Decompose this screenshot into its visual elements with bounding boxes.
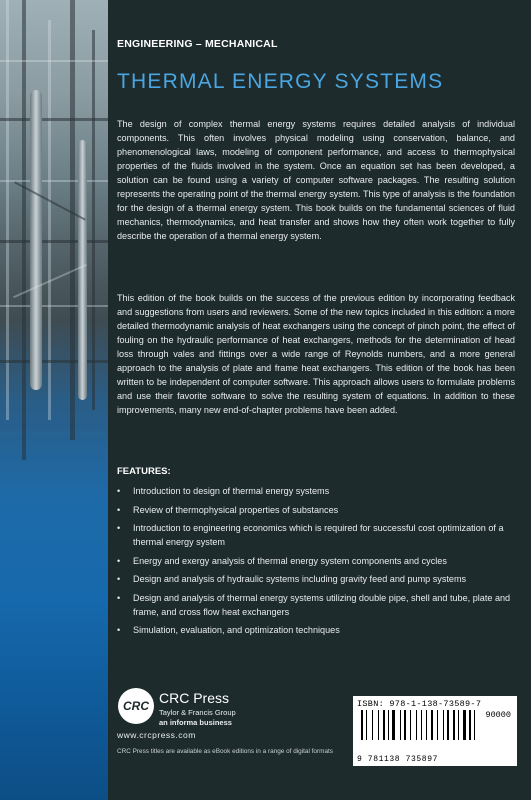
barcode-stripe — [453, 710, 455, 740]
feature-item — [117, 521, 515, 549]
barcode-stripe — [443, 710, 444, 740]
features-list — [117, 484, 515, 642]
publisher-name: CRC Press — [159, 690, 230, 706]
feature-text: Design and analysis of thermal energy systems utilizing double pipe, shell and tube, plate and frame, and cross flow heat exchangers — [133, 592, 511, 617]
price-code: 90000 — [485, 710, 511, 720]
isbn-text: ISBN: 978-1-138-73589-7 — [357, 699, 482, 709]
barcode-stripe — [388, 710, 389, 740]
barcode-stripe — [426, 710, 427, 740]
barcode-stripe — [361, 710, 363, 740]
feature-text: Review of thermophysical properties of substances — [133, 504, 339, 515]
bullet-icon: • — [117, 574, 121, 584]
barcode-stripe — [469, 710, 471, 740]
bullet-icon: • — [117, 625, 121, 635]
barcode-bars — [361, 710, 511, 754]
feature-text: Introduction to design of thermal energy systems — [133, 486, 330, 496]
feature-item — [117, 484, 515, 498]
barcode-stripe — [474, 710, 475, 740]
ebook-availability-note: CRC Press titles are available as eBook editions in a range of digital formats — [117, 748, 333, 755]
cover-photo-industrial-plant — [0, 0, 108, 800]
barcode-stripe — [410, 710, 411, 740]
barcode-stripe — [392, 710, 395, 740]
feature-text: Energy and exergy analysis of thermal energy system components and cycles — [133, 555, 447, 566]
barcode-digits: 9 781138 735897 — [357, 755, 439, 764]
publisher-group: Taylor & Francis Group — [159, 708, 236, 717]
barcode-stripe — [421, 710, 422, 740]
feature-item — [117, 503, 515, 517]
bullet-icon: • — [117, 555, 121, 566]
barcode-stripe — [400, 710, 401, 740]
barcode-stripe — [378, 710, 379, 740]
barcode-stripe — [458, 710, 459, 740]
crc-press-logo: CRC — [118, 688, 154, 724]
feature-item — [117, 554, 515, 568]
publisher-tagline: an informa business — [159, 718, 232, 727]
barcode-stripe — [366, 710, 367, 740]
description-paragraph-1: The design of complex thermal energy systems requires detailed analysis of individual components. This often involves physical modeling using conservation, balance, and phenomenological laws, modeling of component performance, and access to thermophysical properties of the fluids involved in the system. Once an equation set has been developed, a solution can be found using a variety of computer software packages. The resulting solution represents the operating point of the thermal energy system. This type of analysis is the foundation for the design of a thermal energy system. This book builds on the fundamental sciences of fluid mechanics, thermodynamics, and heat transfer and shows how they often work together to fully describe the operation of a thermal energy system. — [117, 119, 515, 242]
barcode-stripe — [372, 710, 373, 740]
feature-text: Simulation, evaluation, and optimization techniques — [133, 625, 340, 635]
feature-text: Introduction to engineering economics which is required for successful cost optimization of a thermal energy system — [133, 523, 504, 547]
barcode-stripe — [404, 710, 406, 740]
barcode-stripe — [463, 710, 466, 740]
bullet-icon: • — [117, 486, 121, 496]
barcode-stripe — [383, 710, 385, 740]
features-heading: FEATURES: — [117, 466, 171, 477]
barcode-stripe — [437, 710, 438, 740]
bullet-icon: • — [117, 592, 121, 603]
bullet-icon: • — [117, 523, 121, 533]
bullet-icon: • — [117, 504, 121, 515]
feature-item — [117, 623, 515, 637]
publisher-website: www.crcpress.com — [117, 730, 196, 740]
isbn-barcode — [353, 696, 517, 766]
feature-item — [117, 591, 515, 619]
barcode-stripe — [431, 710, 433, 740]
feature-item — [117, 572, 515, 586]
description-paragraph-2: This edition of the book builds on the success of the previous edition by incorporating feedback and suggestions from users and reviewers. Some of the new topics included in this edition: a more detailed thermodynamic analysis of heat exchangers using the concept of pinch point, the effect of fouling on the hydraulic performance of heat exchangers, methods for the determination of head loss through vales and fittings over a wide range of Reynolds numbers, and a more general approach to the analysis of plate and frame heat exchangers. This edition of the book has been written to be independent of computer software. This approach allows users to formulate problems and use their favorite software to solve the resulting system of equations. In addition to these improvements, many new end-of-chapter problems have been added. — [117, 293, 515, 416]
subject-category: ENGINEERING – MECHANICAL — [117, 38, 278, 50]
book-title: THERMAL ENERGY SYSTEMS — [117, 70, 444, 93]
barcode-stripe — [416, 710, 417, 740]
feature-text: Design and analysis of hydraulic systems including gravity feed and pump systems — [133, 574, 467, 584]
barcode-stripe — [447, 710, 449, 740]
